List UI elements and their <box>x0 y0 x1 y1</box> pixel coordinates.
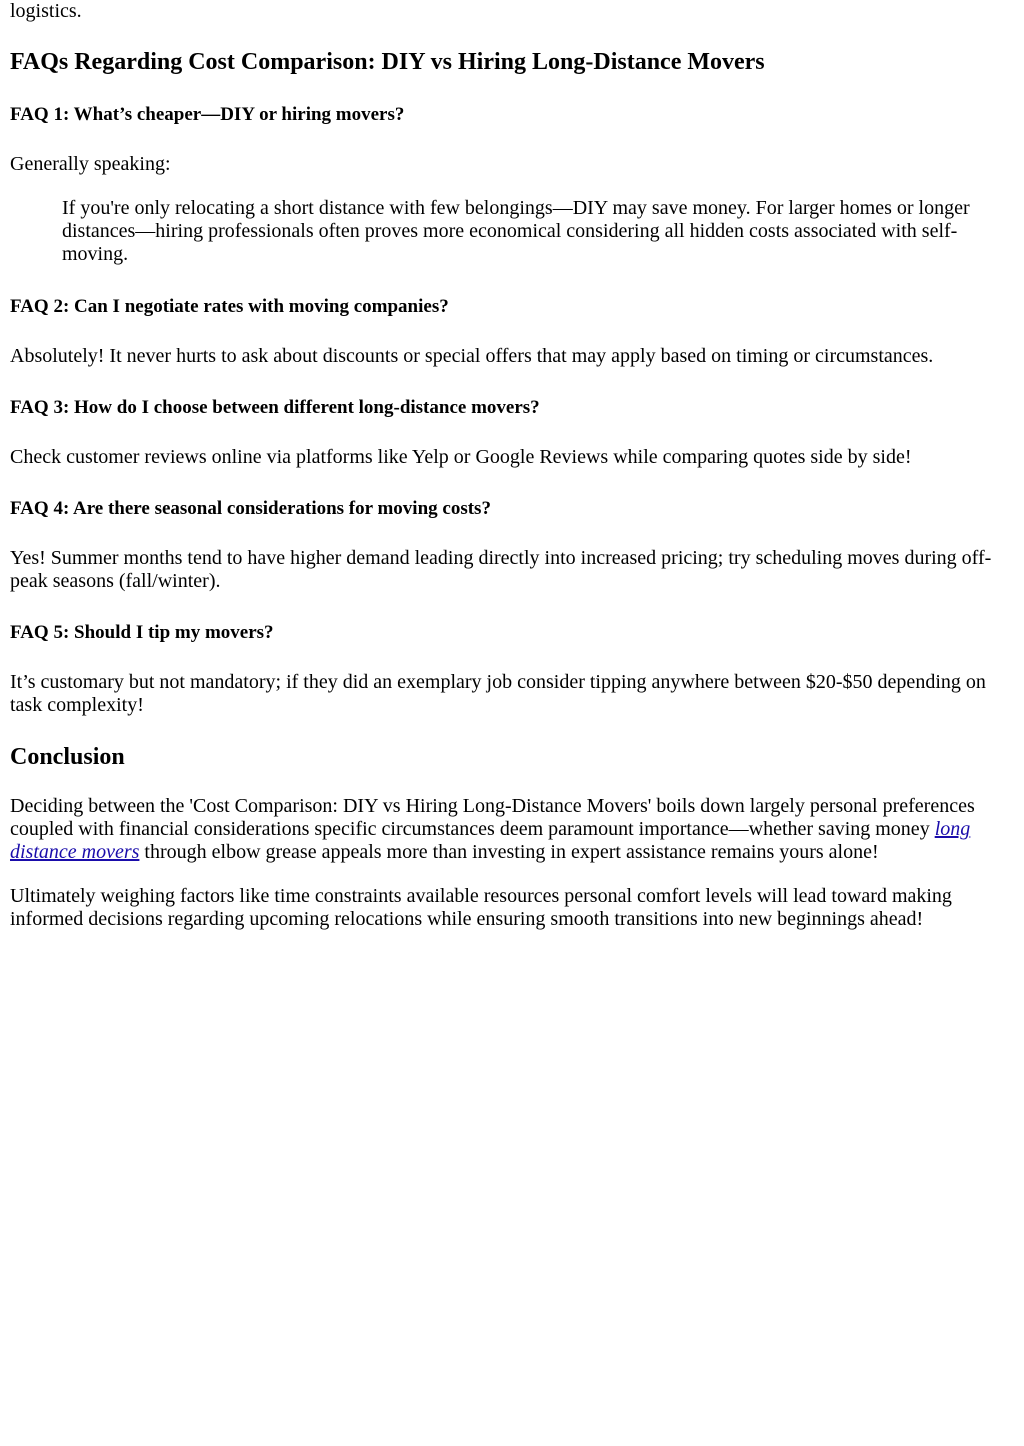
faq-4-question: FAQ 4: Are there seasonal considerations for moving costs? <box>10 498 491 519</box>
faq-5-question: FAQ 5: Should I tip my movers? <box>10 622 274 643</box>
faq-3-question: FAQ 3: How do I choose between different long-distance movers? <box>10 397 540 418</box>
faq-1-intro: Generally speaking: <box>10 153 171 175</box>
faq-2-answer: Absolutely! It never hurts to ask about discounts or special offers that may apply based on timing or circumstances. <box>10 345 934 367</box>
conclusion-heading: Conclusion <box>10 744 125 770</box>
faq-1-question: FAQ 1: What’s cheaper—DIY or hiring movers? <box>10 104 405 125</box>
lead-fragment-text: logistics. <box>10 0 82 22</box>
conclusion-paragraph-2: Ultimately weighing factors like time constraints available resources personal comfort levels will lead toward making informed decisions regarding upcoming relocations while ensuring smooth transitions into new beginnings ahead! <box>10 885 952 930</box>
faq-5-answer: It’s customary but not mandatory; if they did an exemplary job consider tipping anywhere between $20-$50 depending on task complexity! <box>10 671 986 716</box>
long-distance-movers-link[interactable]: long distance movers <box>10 818 971 863</box>
faq-3-answer: Check customer reviews online via platforms like Yelp or Google Reviews while comparing quotes side by side! <box>10 446 912 468</box>
faq-4-answer: Yes! Summer months tend to have higher demand leading directly into increased pricing; try scheduling moves during off-peak seasons (fall/winter). <box>10 547 992 592</box>
faq-2-question: FAQ 2: Can I negotiate rates with moving companies? <box>10 296 449 317</box>
conclusion-text-before-link: Deciding between the 'Cost Comparison: DIY vs Hiring Long-Distance Movers' boils down largely personal preferences coupled with financial considerations specific circumstances deem paramount importance—whether saving money <box>10 795 975 840</box>
faq-section-heading: FAQs Regarding Cost Comparison: DIY vs Hiring Long-Distance Movers <box>10 49 765 75</box>
faq-1-answer: If you're only relocating a short distance with few belongings—DIY may save money. For larger homes or longer distances—hiring professionals often proves more economical considering all hidden costs associated with self-moving. <box>62 197 970 265</box>
conclusion-paragraph-1 <box>10 795 1010 864</box>
conclusion-text-after-link: through elbow grease appeals more than investing in expert assistance remains yours alone! <box>139 841 879 863</box>
